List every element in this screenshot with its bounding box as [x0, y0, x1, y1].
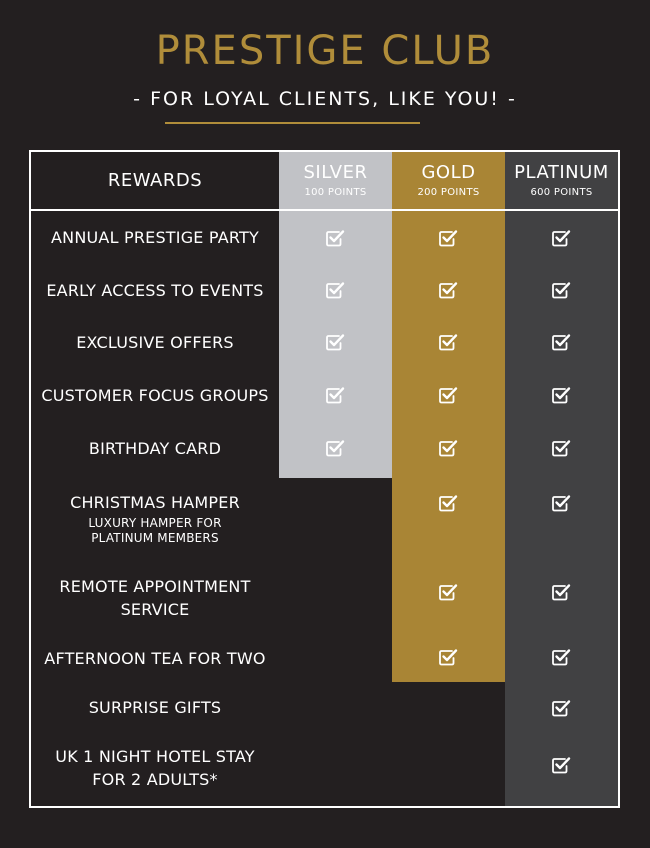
checkbox-check-icon — [325, 281, 345, 299]
checkbox-check-icon — [438, 648, 458, 666]
checkbox-check-icon — [438, 281, 458, 299]
reward-label: ANNUAL PRESTIGE PARTY — [51, 228, 259, 247]
reward-label: SURPRISE GIFTS — [88, 698, 222, 717]
checkbox-check-icon — [551, 333, 571, 351]
tier-points: 600 POINTS — [530, 187, 593, 198]
reward-title: FOR 2 ADULTS* — [92, 770, 218, 789]
checkbox-check-icon — [325, 386, 345, 404]
page-subtitle: - FOR LOYAL CLIENTS, LIKE YOU! - — [133, 88, 517, 110]
reward-label: BIRTHDAY CARD — [88, 439, 222, 458]
checkbox-check-icon — [438, 583, 458, 601]
checkbox-check-icon — [325, 439, 345, 457]
checkbox-check-icon — [325, 333, 345, 351]
checkbox-check-icon — [551, 229, 571, 247]
checkbox-check-icon — [551, 439, 571, 457]
tier-name: SILVER — [303, 162, 368, 183]
reward-title: SERVICE — [120, 600, 190, 619]
checkbox-check-icon — [551, 281, 571, 299]
reward-label — [31, 491, 279, 546]
checkbox-check-icon — [438, 439, 458, 457]
reward-title: REMOTE APPOINTMENT — [59, 577, 251, 596]
checkbox-check-icon — [438, 494, 458, 512]
checkbox-check-icon — [551, 648, 571, 666]
reward-note: PLATINUM MEMBERS — [91, 531, 219, 545]
reward-title: CHRISTMAS HAMPER — [70, 493, 240, 512]
tier-name: PLATINUM — [514, 162, 609, 183]
reward-label: EARLY ACCESS TO EVENTS — [46, 281, 264, 300]
checkbox-check-icon — [438, 386, 458, 404]
header-divider — [29, 209, 620, 211]
checkbox-check-icon — [438, 333, 458, 351]
reward-label: EXCLUSIVE OFFERS — [76, 333, 234, 352]
checkbox-check-icon — [551, 583, 571, 601]
reward-note: LUXURY HAMPER FOR — [88, 516, 222, 530]
checkbox-check-icon — [551, 756, 571, 774]
checkbox-check-icon — [438, 229, 458, 247]
tier-points: 200 POINTS — [417, 187, 480, 198]
tier-points: 100 POINTS — [304, 187, 367, 198]
title-divider — [165, 122, 420, 124]
reward-label: AFTERNOON TEA FOR TWO — [44, 649, 266, 668]
page-title: PRESTIGE CLUB — [155, 28, 495, 74]
checkbox-check-icon — [325, 229, 345, 247]
tier-name: GOLD — [421, 162, 476, 183]
checkbox-check-icon — [551, 494, 571, 512]
reward-label — [31, 745, 279, 791]
reward-title: UK 1 NIGHT HOTEL STAY — [55, 747, 255, 766]
checkbox-check-icon — [551, 386, 571, 404]
reward-label: CUSTOMER FOCUS GROUPS — [41, 386, 269, 405]
reward-label — [31, 575, 279, 621]
checkbox-check-icon — [551, 699, 571, 717]
rewards-heading: REWARDS — [107, 170, 203, 191]
